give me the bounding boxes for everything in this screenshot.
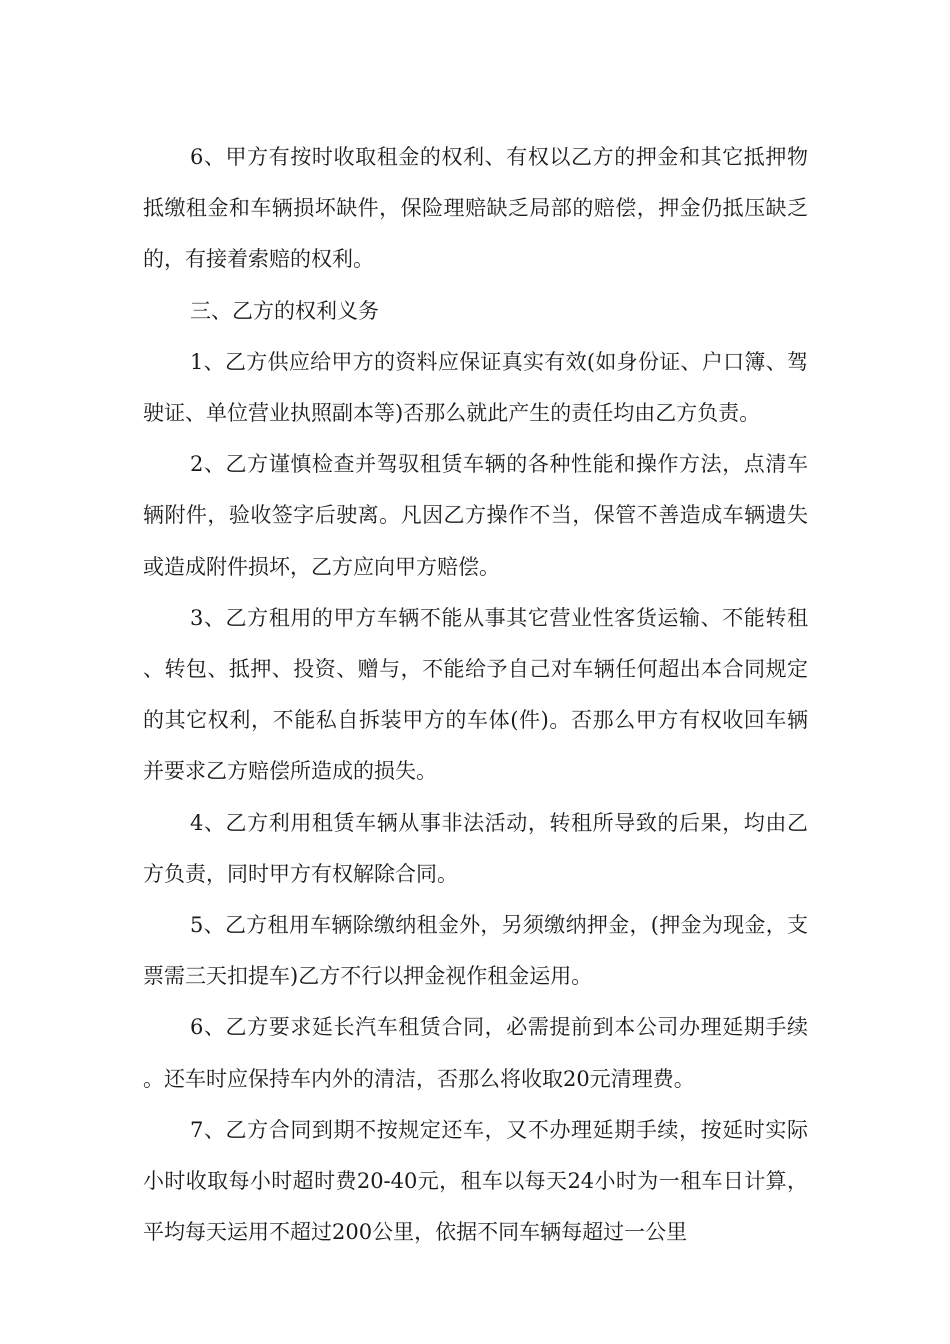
section-heading-party-b-rights: 三、乙方的权利义务 [190, 298, 379, 323]
paragraph-party-b-clause-7: 7、乙方合同到期不按规定还车，又不办理延期手续，按延时实际小时收取每小时超时费20-40元，租车以每天24小时为一租车日计算，平均每天运用不超过200公里，依据不同车辆每超过一公里 [143, 1117, 808, 1245]
paragraph-party-b-clause-1: 1、乙方供应给甲方的资料应保证真实有效(如身份证、户口簿、驾驶证、单位营业执照副本等)否那么就此产生的责任均由乙方负责。 [143, 349, 808, 426]
paragraph-party-b-clause-2: 2、乙方谨慎检查并驾驭租赁车辆的各种性能和操作方法，点清车辆附件，验收签字后驶离。凡因乙方操作不当，保管不善造成车辆遗失或造成附件损坏，乙方应向甲方赔偿。 [143, 452, 808, 579]
paragraph-party-b-clause-3: 3、乙方租用的甲方车辆不能从事其它营业性客货运输、不能转租、转包、抵押、投资、赠与，不能给予自己对车辆任何超出本合同规定的其它权利，不能私自拆装甲方的车体(件)。否那么甲方有权收回车辆并要求乙方赔偿所造成的损失。 [143, 605, 808, 784]
document-body [143, 132, 808, 1258]
paragraph-party-b-clause-5: 5、乙方租用车辆除缴纳租金外，另须缴纳押金，(押金为现金，支票需三天扣提车)乙方不行以押金视作租金运用。 [143, 913, 808, 989]
paragraph-party-b-clause-4: 4、乙方利用租赁车辆从事非法活动，转租所导致的后果，均由乙方负责，同时甲方有权解除合同。 [143, 810, 808, 886]
paragraph-party-b-clause-6: 6、乙方要求延长汽车租赁合同，必需提前到本公司办理延期手续。还车时应保持车内外的清洁，否那么将收取20元清理费。 [143, 1015, 808, 1091]
paragraph-party-a-clause-6: 6、甲方有按时收取租金的权利、有权以乙方的押金和其它抵押物抵缴租金和车辆损坏缺件，保险理赔缺乏局部的赔偿，押金仍抵压缺乏的，有接着索赔的权利。 [143, 145, 808, 272]
